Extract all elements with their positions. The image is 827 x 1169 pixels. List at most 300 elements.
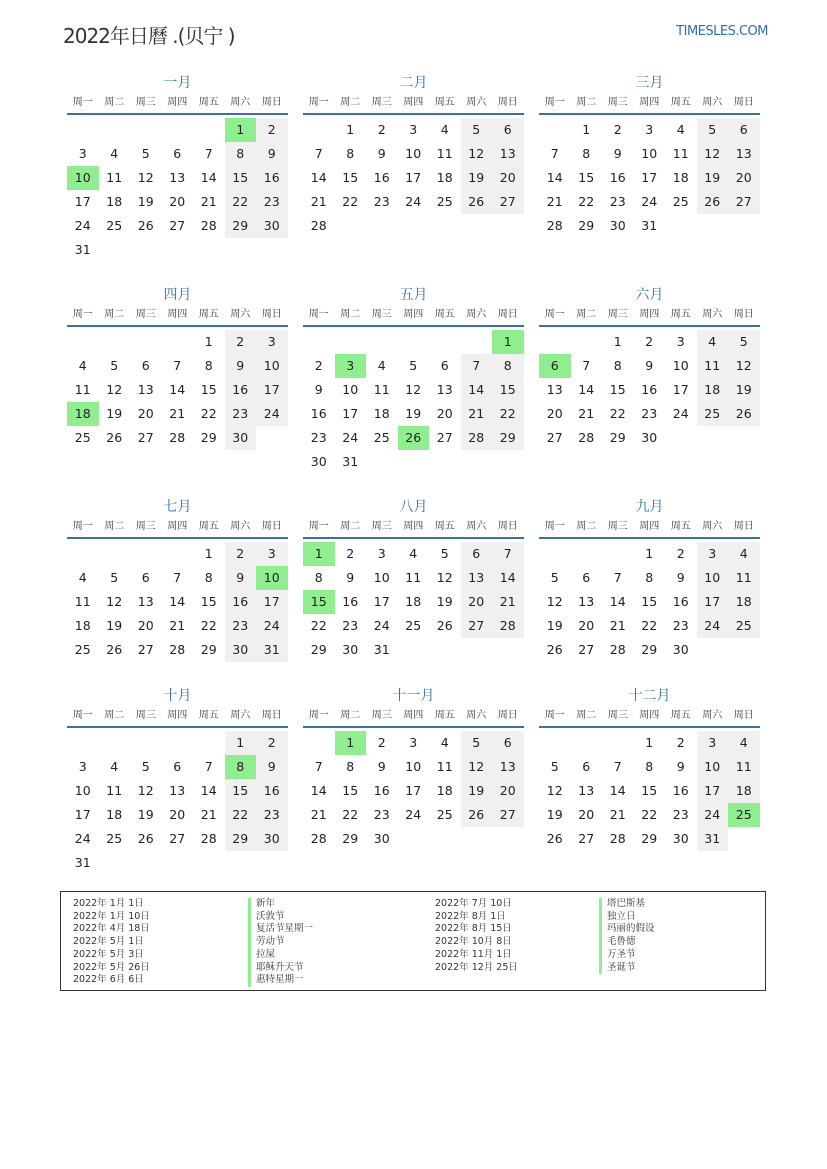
day-cell: 15 xyxy=(578,170,595,185)
day-grid xyxy=(67,731,288,875)
weekday-label: 周六 xyxy=(702,521,723,532)
day-cell: 3 xyxy=(676,334,685,349)
day-cell: 6 xyxy=(141,570,150,585)
day-cell: 14 xyxy=(492,566,524,590)
day-cell: 20 xyxy=(728,166,760,190)
day-cell: 9 xyxy=(346,570,355,585)
legend-right-dates xyxy=(435,898,518,974)
day-cell: 2 xyxy=(314,358,323,373)
day-cell: 26 xyxy=(461,190,493,214)
day-cell: 19 xyxy=(405,406,422,421)
legend-date: 2022年 10月 8日 xyxy=(435,936,512,948)
day-cell: 6 xyxy=(492,118,524,142)
weekday-label: 周五 xyxy=(198,97,219,108)
day-cell: 22 xyxy=(200,618,217,633)
month-block xyxy=(303,285,524,474)
day-cell: 12 xyxy=(137,170,154,185)
day-cell: 29 xyxy=(200,430,217,445)
day-cell: 22 xyxy=(641,807,658,822)
month-block xyxy=(539,73,760,238)
day-cell: 19 xyxy=(137,194,154,209)
day-cell: 20 xyxy=(492,779,524,803)
weekday-label: 周四 xyxy=(639,521,660,532)
day-cell: 14 xyxy=(609,783,626,798)
day-cell: 27 xyxy=(492,190,524,214)
month-name: 一月 xyxy=(163,75,192,91)
day-cell: 8 xyxy=(314,570,323,585)
month-block xyxy=(303,73,524,238)
day-cell: 30 xyxy=(256,214,288,238)
day-grid xyxy=(67,330,288,450)
day-cell: 25 xyxy=(405,618,422,633)
day-cell: 24 xyxy=(256,614,288,638)
weekday-label: 周四 xyxy=(167,521,188,532)
day-cell: 30 xyxy=(641,430,658,445)
month-block xyxy=(303,686,524,851)
site-link[interactable]: TIMESLES.COM xyxy=(676,24,768,39)
day-cell: 27 xyxy=(461,614,493,638)
day-cell: 10 xyxy=(74,783,91,798)
day-cell: 20 xyxy=(436,406,453,421)
day-cell: 13 xyxy=(728,142,760,166)
weekday-header xyxy=(303,706,524,728)
legend-date: 2022年 5月 26日 xyxy=(73,961,150,973)
month-block xyxy=(67,497,288,662)
weekday-label: 周一 xyxy=(308,309,329,320)
day-cell: 16 xyxy=(225,378,257,402)
day-cell: 28 xyxy=(578,430,595,445)
day-cell: 17 xyxy=(405,783,422,798)
day-cell: 12 xyxy=(728,354,760,378)
weekday-label: 周日 xyxy=(497,710,518,721)
weekday-label: 周三 xyxy=(371,97,392,108)
day-cell: 4 xyxy=(697,330,729,354)
legend-holiday-name: 惠特星期一 xyxy=(248,974,313,987)
day-cell: 17 xyxy=(672,382,689,397)
day-cell: 7 xyxy=(204,759,213,774)
day-cell: 24 xyxy=(405,807,422,822)
day-cell: 29 xyxy=(342,831,359,846)
day-cell: 3 xyxy=(409,735,418,750)
legend-holiday-name: 毛鲁德 xyxy=(599,936,655,949)
day-cell: 8 xyxy=(225,142,257,166)
day-cell: 23 xyxy=(373,194,390,209)
day-cell: 21 xyxy=(200,807,217,822)
legend-holiday-name: 新年 xyxy=(248,898,313,911)
day-cell: 2 xyxy=(225,330,257,354)
day-cell: 14 xyxy=(200,783,217,798)
day-cell: 12 xyxy=(697,142,729,166)
day-cell: 27 xyxy=(137,642,154,657)
day-cell: 5 xyxy=(141,759,150,774)
day-cell: 28 xyxy=(200,831,217,846)
day-cell: 13 xyxy=(137,594,154,609)
weekday-header xyxy=(303,93,524,115)
day-cell: 24 xyxy=(74,831,91,846)
day-cell: 16 xyxy=(256,779,288,803)
day-cell: 23 xyxy=(256,803,288,827)
day-cell: 13 xyxy=(461,566,493,590)
weekday-label: 周五 xyxy=(434,309,455,320)
day-cell: 13 xyxy=(546,382,563,397)
month-block xyxy=(539,285,760,450)
legend-right-names xyxy=(599,898,655,974)
day-cell: 2 xyxy=(256,731,288,755)
weekday-label: 周二 xyxy=(104,97,125,108)
day-cell: 7 xyxy=(173,570,182,585)
legend-left-names xyxy=(248,898,313,987)
holiday-day-cell: 3 xyxy=(335,354,367,378)
day-cell: 11 xyxy=(106,783,123,798)
weekday-label: 周日 xyxy=(497,521,518,532)
month-name: 二月 xyxy=(399,75,428,91)
day-cell: 13 xyxy=(169,170,186,185)
weekday-label: 周六 xyxy=(230,309,251,320)
day-cell: 15 xyxy=(342,783,359,798)
day-cell: 19 xyxy=(697,166,729,190)
day-cell: 28 xyxy=(169,642,186,657)
day-cell: 25 xyxy=(672,194,689,209)
day-cell: 5 xyxy=(409,358,418,373)
day-cell: 30 xyxy=(672,831,689,846)
weekday-header xyxy=(539,706,760,728)
day-cell: 21 xyxy=(492,590,524,614)
day-cell: 24 xyxy=(405,194,422,209)
day-cell: 27 xyxy=(578,831,595,846)
day-cell: 2 xyxy=(613,122,622,137)
day-cell: 30 xyxy=(310,454,327,469)
day-cell: 23 xyxy=(672,807,689,822)
day-cell: 10 xyxy=(697,566,729,590)
day-cell: 22 xyxy=(641,618,658,633)
day-cell: 1 xyxy=(225,731,257,755)
day-cell: 22 xyxy=(342,194,359,209)
day-cell: 5 xyxy=(461,118,493,142)
weekday-label: 周六 xyxy=(702,710,723,721)
weekday-header xyxy=(539,93,760,115)
day-cell: 28 xyxy=(310,218,327,233)
day-cell: 10 xyxy=(405,759,422,774)
weekday-label: 周五 xyxy=(198,521,219,532)
day-cell: 4 xyxy=(440,122,449,137)
day-cell: 18 xyxy=(106,194,123,209)
day-cell: 10 xyxy=(342,382,359,397)
day-cell: 5 xyxy=(141,146,150,161)
day-cell: 29 xyxy=(225,827,257,851)
day-cell: 9 xyxy=(225,354,257,378)
day-cell: 19 xyxy=(106,406,123,421)
day-cell: 19 xyxy=(546,618,563,633)
day-cell: 4 xyxy=(78,570,87,585)
day-cell: 11 xyxy=(436,759,453,774)
day-cell: 4 xyxy=(377,358,386,373)
day-cell: 16 xyxy=(672,783,689,798)
day-cell: 30 xyxy=(672,642,689,657)
day-cell: 10 xyxy=(256,354,288,378)
day-cell: 4 xyxy=(110,759,119,774)
weekday-label: 周五 xyxy=(198,309,219,320)
weekday-label: 周日 xyxy=(733,521,754,532)
month-name: 九月 xyxy=(635,499,664,515)
weekday-label: 周六 xyxy=(702,97,723,108)
day-cell: 6 xyxy=(582,570,591,585)
day-cell: 20 xyxy=(461,590,493,614)
day-cell: 27 xyxy=(546,430,563,445)
legend-holiday-name: 沃敦节 xyxy=(248,911,313,924)
day-cell: 13 xyxy=(492,142,524,166)
day-cell: 9 xyxy=(256,142,288,166)
day-cell: 27 xyxy=(492,803,524,827)
day-cell: 23 xyxy=(641,406,658,421)
day-cell: 17 xyxy=(697,779,729,803)
day-cell: 3 xyxy=(78,759,87,774)
month-name: 五月 xyxy=(399,287,428,303)
day-grid xyxy=(67,542,288,662)
day-cell: 10 xyxy=(373,570,390,585)
weekday-label: 周日 xyxy=(497,97,518,108)
day-cell: 7 xyxy=(461,354,493,378)
day-cell: 11 xyxy=(74,594,91,609)
day-cell: 2 xyxy=(377,735,386,750)
day-cell: 27 xyxy=(728,190,760,214)
day-cell: 21 xyxy=(609,807,626,822)
day-cell: 23 xyxy=(310,430,327,445)
day-cell: 7 xyxy=(173,358,182,373)
day-cell: 7 xyxy=(613,759,622,774)
day-cell: 12 xyxy=(546,783,563,798)
legend-date: 2022年 12月 25日 xyxy=(435,961,518,973)
weekday-label: 周三 xyxy=(135,309,156,320)
day-cell: 21 xyxy=(546,194,563,209)
day-cell: 16 xyxy=(342,594,359,609)
weekday-label: 周四 xyxy=(167,710,188,721)
weekday-label: 周一 xyxy=(72,710,93,721)
day-cell: 13 xyxy=(578,783,595,798)
weekday-label: 周四 xyxy=(167,97,188,108)
day-cell: 13 xyxy=(169,783,186,798)
day-cell: 14 xyxy=(310,170,327,185)
day-cell: 20 xyxy=(169,194,186,209)
weekday-label: 周日 xyxy=(261,521,282,532)
day-cell: 20 xyxy=(578,807,595,822)
day-cell: 31 xyxy=(697,827,729,851)
day-cell: 4 xyxy=(676,122,685,137)
legend-date: 2022年 5月 1日 xyxy=(73,936,144,948)
legend-date: 2022年 6月 6日 xyxy=(73,974,144,986)
weekday-label: 周一 xyxy=(544,521,565,532)
day-cell: 22 xyxy=(492,402,524,426)
day-cell: 11 xyxy=(373,382,390,397)
holiday-day-cell: 10 xyxy=(256,566,288,590)
day-grid xyxy=(303,118,524,238)
day-cell: 8 xyxy=(346,146,355,161)
day-cell: 25 xyxy=(728,614,760,638)
legend-date: 2022年 4月 18日 xyxy=(73,923,150,935)
day-grid xyxy=(539,118,760,238)
day-cell: 6 xyxy=(141,358,150,373)
legend-date: 2022年 8月 15日 xyxy=(435,923,512,935)
day-cell: 11 xyxy=(106,170,123,185)
day-cell: 23 xyxy=(256,190,288,214)
weekday-header xyxy=(539,305,760,327)
day-cell: 28 xyxy=(492,614,524,638)
weekday-label: 周三 xyxy=(607,710,628,721)
day-cell: 27 xyxy=(169,218,186,233)
day-cell: 11 xyxy=(697,354,729,378)
day-cell: 31 xyxy=(256,638,288,662)
day-cell: 5 xyxy=(728,330,760,354)
day-cell: 22 xyxy=(342,807,359,822)
day-cell: 16 xyxy=(310,406,327,421)
day-cell: 25 xyxy=(74,430,91,445)
day-cell: 26 xyxy=(728,402,760,426)
month-name: 七月 xyxy=(163,499,192,515)
legend-date: 2022年 5月 3日 xyxy=(73,948,144,960)
holiday-day-cell: 8 xyxy=(225,755,257,779)
day-cell: 12 xyxy=(461,755,493,779)
day-cell: 5 xyxy=(461,731,493,755)
weekday-label: 周一 xyxy=(544,309,565,320)
day-cell: 3 xyxy=(78,146,87,161)
weekday-header xyxy=(539,517,760,539)
day-cell: 30 xyxy=(256,827,288,851)
day-cell: 24 xyxy=(641,194,658,209)
day-grid xyxy=(539,731,760,851)
day-cell: 19 xyxy=(106,618,123,633)
weekday-label: 周五 xyxy=(670,710,691,721)
holiday-day-cell: 18 xyxy=(67,402,99,426)
day-cell: 3 xyxy=(256,542,288,566)
weekday-header xyxy=(67,517,288,539)
day-grid xyxy=(303,731,524,851)
day-cell: 23 xyxy=(609,194,626,209)
day-cell: 6 xyxy=(173,146,182,161)
day-cell: 9 xyxy=(613,146,622,161)
day-cell: 14 xyxy=(578,382,595,397)
weekday-label: 周六 xyxy=(466,521,487,532)
day-cell: 16 xyxy=(672,594,689,609)
day-cell: 28 xyxy=(310,831,327,846)
day-cell: 26 xyxy=(137,831,154,846)
day-grid xyxy=(539,330,760,450)
legend-left-dates xyxy=(73,898,150,987)
weekday-label: 周三 xyxy=(607,97,628,108)
day-cell: 11 xyxy=(436,146,453,161)
day-cell: 22 xyxy=(609,406,626,421)
day-cell: 22 xyxy=(310,618,327,633)
day-cell: 5 xyxy=(550,759,559,774)
weekday-label: 周日 xyxy=(733,97,754,108)
day-cell: 27 xyxy=(436,430,453,445)
day-cell: 29 xyxy=(225,214,257,238)
weekday-label: 周三 xyxy=(607,521,628,532)
day-cell: 30 xyxy=(609,218,626,233)
day-cell: 18 xyxy=(74,618,91,633)
day-cell: 21 xyxy=(461,402,493,426)
weekday-label: 周五 xyxy=(434,97,455,108)
day-cell: 15 xyxy=(225,166,257,190)
day-cell: 21 xyxy=(200,194,217,209)
weekday-label: 周一 xyxy=(544,97,565,108)
month-name: 三月 xyxy=(635,75,664,91)
day-cell: 30 xyxy=(342,642,359,657)
day-cell: 29 xyxy=(641,831,658,846)
weekday-label: 周四 xyxy=(639,710,660,721)
weekday-header xyxy=(67,305,288,327)
day-cell: 22 xyxy=(578,194,595,209)
day-cell: 15 xyxy=(641,783,658,798)
month-name: 十月 xyxy=(163,688,192,704)
day-cell: 18 xyxy=(405,594,422,609)
day-cell: 12 xyxy=(461,142,493,166)
day-cell: 1 xyxy=(613,334,622,349)
weekday-label: 周六 xyxy=(230,97,251,108)
day-cell: 25 xyxy=(436,807,453,822)
day-cell: 18 xyxy=(436,783,453,798)
day-cell: 25 xyxy=(106,218,123,233)
weekday-label: 周日 xyxy=(261,97,282,108)
day-cell: 29 xyxy=(310,642,327,657)
day-cell: 22 xyxy=(225,190,257,214)
weekday-label: 周四 xyxy=(639,309,660,320)
day-cell: 10 xyxy=(697,755,729,779)
day-cell: 14 xyxy=(546,170,563,185)
day-cell: 31 xyxy=(74,242,91,257)
weekday-label: 周六 xyxy=(466,309,487,320)
day-cell: 5 xyxy=(697,118,729,142)
legend-holiday-name: 万圣节 xyxy=(599,949,655,962)
day-cell: 12 xyxy=(405,382,422,397)
day-cell: 25 xyxy=(373,430,390,445)
weekday-label: 周三 xyxy=(371,521,392,532)
day-cell: 24 xyxy=(697,803,729,827)
day-cell: 8 xyxy=(645,759,654,774)
day-cell: 20 xyxy=(169,807,186,822)
day-cell: 25 xyxy=(74,642,91,657)
day-cell: 9 xyxy=(256,755,288,779)
weekday-label: 周一 xyxy=(544,710,565,721)
day-cell: 18 xyxy=(373,406,390,421)
day-cell: 9 xyxy=(377,759,386,774)
day-cell: 26 xyxy=(106,430,123,445)
weekday-label: 周五 xyxy=(434,521,455,532)
day-cell: 18 xyxy=(728,779,760,803)
day-cell: 24 xyxy=(256,402,288,426)
day-cell: 22 xyxy=(200,406,217,421)
page-title: 2022年日曆 .(贝宁 ) xyxy=(63,24,235,48)
day-cell: 18 xyxy=(697,378,729,402)
day-cell: 4 xyxy=(78,358,87,373)
month-name: 六月 xyxy=(635,287,664,303)
day-cell: 8 xyxy=(645,570,654,585)
day-cell: 13 xyxy=(436,382,453,397)
day-cell: 2 xyxy=(676,735,685,750)
day-cell: 25 xyxy=(436,194,453,209)
day-cell: 15 xyxy=(225,779,257,803)
weekday-label: 周二 xyxy=(104,309,125,320)
day-cell: 6 xyxy=(492,731,524,755)
day-cell: 9 xyxy=(645,358,654,373)
weekday-label: 周四 xyxy=(403,309,424,320)
day-cell: 12 xyxy=(137,783,154,798)
day-cell: 28 xyxy=(609,831,626,846)
day-cell: 18 xyxy=(672,170,689,185)
weekday-label: 周六 xyxy=(466,710,487,721)
day-cell: 6 xyxy=(173,759,182,774)
holiday-day-cell: 25 xyxy=(728,803,760,827)
day-cell: 3 xyxy=(256,330,288,354)
day-cell: 21 xyxy=(169,618,186,633)
